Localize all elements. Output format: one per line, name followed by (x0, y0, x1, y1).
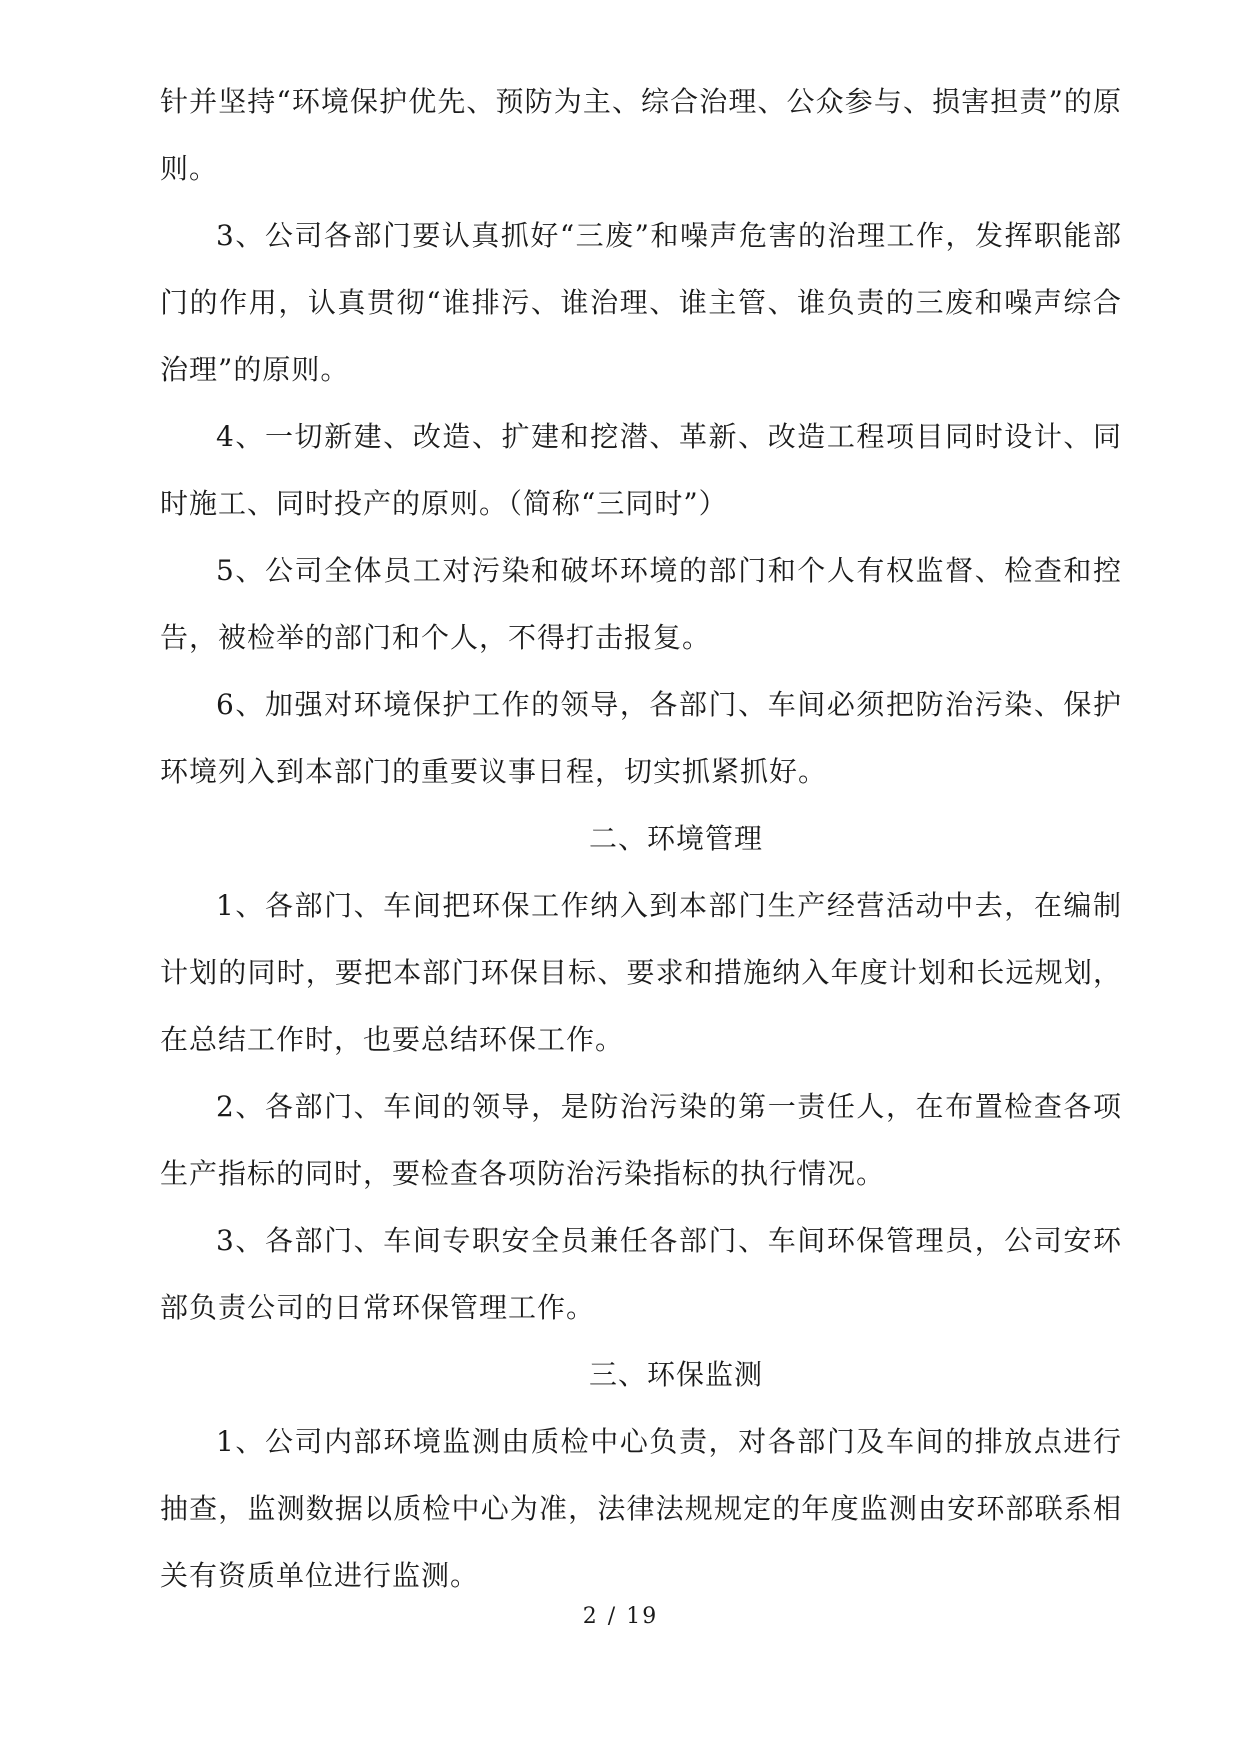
document-body (160, 68, 1122, 1609)
paragraph-mgmt-item-1: 1、各部门、车间把环保工作纳入到本部门生产经营活动中去，在编制计划的同时，要把本部门环保目标、要求和措施纳入年度计划和长远规划，在总结工作时，也要总结环保工作。 (160, 889, 1122, 1056)
paragraph-item-3-waste-treatment: 3、公司各部门要认真抓好“三废”和噪声危害的治理工作，发挥职能部门的作用，认真贯彻“谁排污、谁治理、谁主管、谁负责的三废和噪声综合治理”的原则。 (160, 219, 1122, 386)
section-heading-environment-monitoring: 三、环保监测 (588, 1358, 763, 1391)
paragraph-mgmt-item-2: 2、各部门、车间的领导，是防治污染的第一责任人，在布置检查各项生产指标的同时，要检查各项防治污染指标的执行情况。 (160, 1090, 1122, 1190)
paragraph-monitor-item-1: 1、公司内部环境监测由质检中心负责，对各部门及车间的排放点进行抽查，监测数据以质检中心为准，法律法规规定的年度监测由安环部联系相关有资质单位进行监测。 (160, 1425, 1122, 1592)
paragraph-mgmt-item-3: 3、各部门、车间专职安全员兼任各部门、车间环保管理员，公司安环部负责公司的日常环保管理工作。 (160, 1224, 1122, 1324)
page-number: 2 / 19 (582, 1604, 659, 1629)
paragraph-item-5-supervision: 5、公司全体员工对污染和破坏环境的部门和个人有权监督、检查和控告，被检举的部门和个人，不得打击报复。 (160, 554, 1122, 654)
paragraph-item-4-three-simultaneous: 4、一切新建、改造、扩建和挖潜、革新、改造工程项目同时设计、同时施工、同时投产的原则。（简称“三同时”） (160, 420, 1122, 520)
paragraph-principles-continued: 针并坚持“环境保护优先、预防为主、综合治理、公众参与、损害担责”的原则。 (160, 85, 1122, 185)
paragraph-item-6-leadership: 6、加强对环境保护工作的领导，各部门、车间必须把防治污染、保护环境列入到本部门的重要议事日程，切实抓紧抓好。 (160, 688, 1122, 788)
section-heading-environment-management: 二、环境管理 (588, 822, 763, 855)
